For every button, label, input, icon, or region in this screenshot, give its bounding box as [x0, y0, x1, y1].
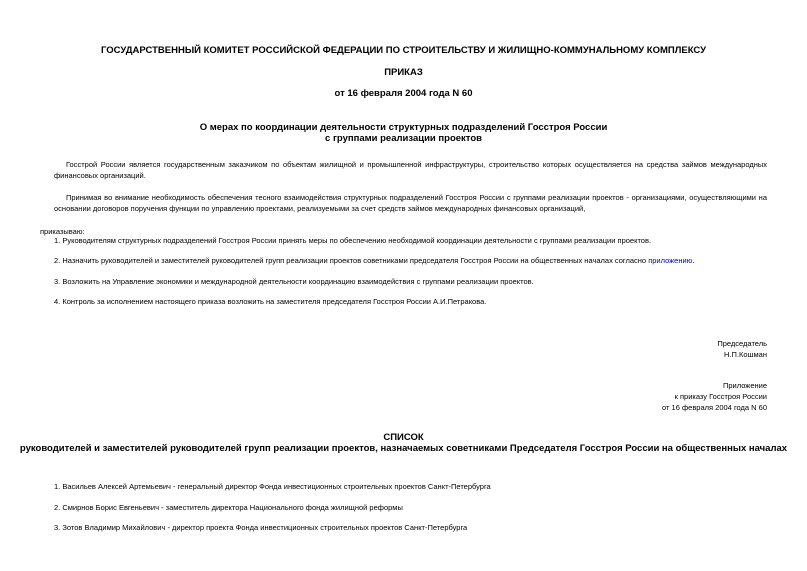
document-title-line-1: О мерах по координации деятельности структурных подразделений Госстроя России [199, 122, 608, 133]
list-item: 3. Зотов Владимир Михайлович - директор проекта Фонда инвестиционных строительных проектов Санкт-Петербурга [54, 523, 468, 532]
document-date-number: от 16 февраля 2004 года N 60 [334, 88, 473, 99]
signature-position: Председатель [717, 339, 767, 348]
appendix-label: Приложение [723, 381, 767, 390]
order-item-3: 3. Возложить на Управление экономики и международной деятельности координацию взаимодействия с группами реализации проектов. [54, 277, 534, 286]
document-type: ПРИКАЗ [384, 67, 423, 78]
document-title-line-2: с группами реализации проектов [325, 133, 482, 144]
order-item-2-text: 2. Назначить руководителей и заместителей руководителей групп реализации проектов советниками председателя Госстроя России на общественных началах согласно [54, 256, 649, 265]
signature-block [717, 338, 767, 360]
order-word: приказываю: [40, 227, 85, 236]
appendix-link[interactable]: приложению [648, 256, 693, 265]
appendix-ref-line-1: к приказу Госстроя России [674, 392, 767, 401]
order-item-1: 1. Руководителям структурных подразделений Госстроя России принять меры по обеспечению необходимой координации деятельности с группами реализации проектов. [54, 236, 652, 245]
signature-name: Н.П.Кошман [723, 350, 767, 359]
list-subtitle: руководителей и заместителей руководителей групп реализации проектов, назначаемых советниками Председателя Госстроя России на общественных началах [19, 443, 788, 454]
order-item-2-end: . [692, 256, 695, 265]
list-title: СПИСОК [383, 432, 424, 443]
list-item: 2. Смирнов Борис Евгеньевич - заместитель директора Национального фонда жилищной реформы [54, 503, 403, 512]
appendix-reference [662, 380, 767, 413]
list-item: 1. Васильев Алексей Артемьевич - генеральный директор Фонда инвестиционных строительных проектов Санкт-Петербурга [54, 482, 491, 491]
order-item-4: 4. Контроль за исполнением настоящего приказа возложить на заместителя председателя Госстроя России А.И.Петракова. [54, 297, 487, 306]
appendix-ref-line-2: от 16 февраля 2004 года N 60 [662, 403, 767, 412]
organization-header: ГОСУДАРСТВЕННЫЙ КОМИТЕТ РОССИЙСКОЙ ФЕДЕРАЦИИ ПО СТРОИТЕЛЬСТВУ И ЖИЛИЩНО-КОММУНАЛЬНОМУ КОМПЛЕКСУ [100, 45, 707, 56]
order-item-2 [54, 256, 694, 265]
paragraph-1: Госстрой России является государственным заказчиком по объектам жилищной и промышленной инфраструктуры, строительство которых осуществляется на средства займов международных финансовых организаций. [54, 160, 767, 180]
paragraph-2: Принимая во внимание необходимость обеспечения тесного взаимодействия структурных подразделений Госстроя России с группами реализации проектов - организациями, осуществляющими на основании договоров поручения функции по управлению проектами, реализуемыми за счет средств займов международных финансовых организаций, [54, 193, 767, 213]
